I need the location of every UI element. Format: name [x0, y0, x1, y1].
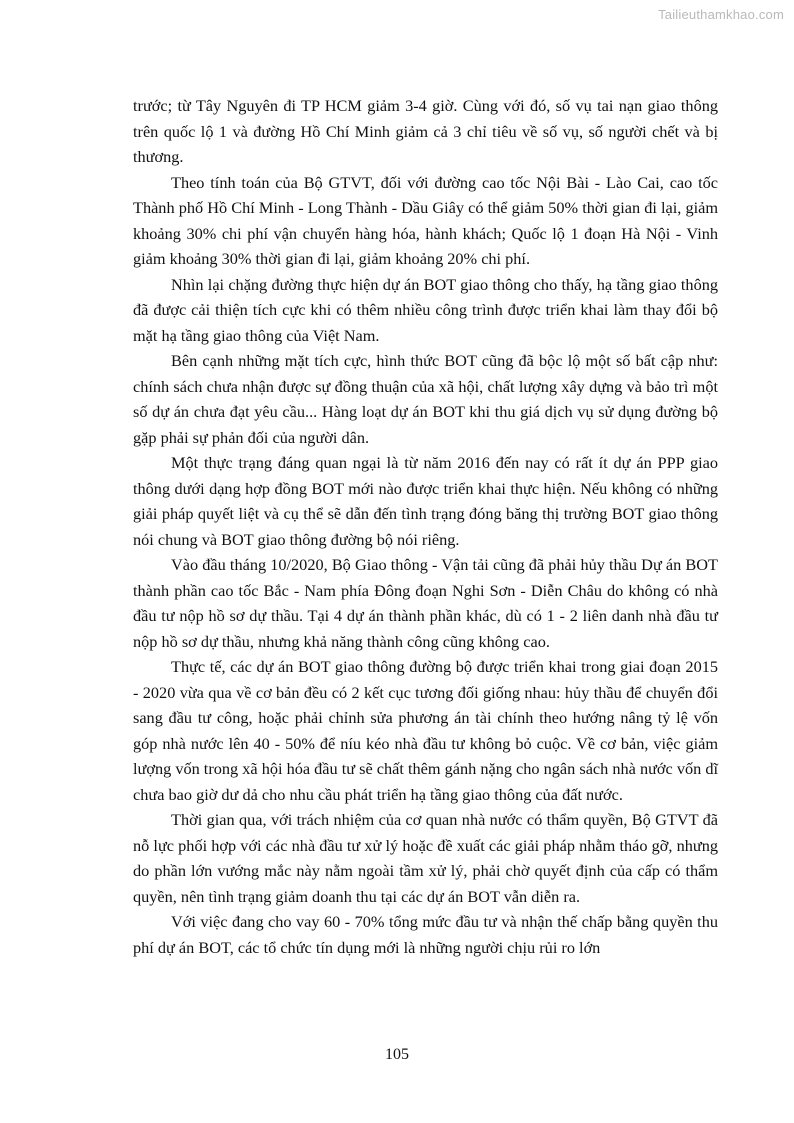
- paragraph-6: Vào đầu tháng 10/2020, Bộ Giao thông - Vận tải cũng đã phải hủy thầu Dự án BOT thành phần cao tốc Bắc - Nam phía Đông đoạn Nghi Sơn - Diễn Châu do không có nhà đầu tư nộp hồ sơ dự thầu. Tại 4 dự án thành phần khác, dù có 1 - 2 liên danh nhà đầu tư nộp hồ sơ dự thầu, nhưng khả năng thành công cũng không cao.: [133, 555, 718, 651]
- paragraph-9: Với việc đang cho vay 60 - 70% tổng mức đầu tư và nhận thế chấp bằng quyền thu phí dự án BOT, các tổ chức tín dụng mới là những người chịu rủi ro lớn: [133, 912, 718, 957]
- paragraph-5: Một thực trạng đáng quan ngại là từ năm 2016 đến nay có rất ít dự án PPP giao thông dưới dạng hợp đồng BOT mới nào được triển khai thực hiện. Nếu không có những giải pháp quyết liệt và cụ thể sẽ dẫn đến tình trạng đóng băng thị trường BOT giao thông nói chung và BOT giao thông đường bộ nói riêng.: [133, 453, 718, 549]
- paragraph-4: Bên cạnh những mặt tích cực, hình thức BOT cũng đã bộc lộ một số bất cập như: chính sách chưa nhận được sự đồng thuận của xã hội, chất lượng xây dựng và bảo trì một số dự án chưa đạt yêu cầu... Hàng loạt dự án BOT khi thu giá dịch vụ sử dụng đường bộ gặp phải sự phản đối của người dân.: [133, 351, 718, 447]
- paragraph-2: Theo tính toán của Bộ GTVT, đối với đường cao tốc Nội Bài - Lào Cai, cao tốc Thành phố Hồ Chí Minh - Long Thành - Dầu Giây có thể giảm 50% thời gian đi lại, giảm khoảng 30% chi phí vận chuyển hàng hóa, hành khách; Quốc lộ 1 đoạn Hà Nội - Vinh giảm khoảng 30% thời gian đi lại, giảm khoảng 20% chi phí.: [133, 172, 718, 268]
- paragraph-8: Thời gian qua, với trách nhiệm của cơ quan nhà nước có thẩm quyền, Bộ GTVT đã nỗ lực phối hợp với các nhà đầu tư xử lý hoặc đề xuất các giải pháp nhằm tháo gỡ, nhưng do phần lớn vướng mắc này nằm ngoài tầm xử lý, phải chờ quyết định của cấp có thẩm quyền, nên tình trạng giảm doanh thu tại các dự án BOT vẫn diễn ra.: [133, 810, 718, 906]
- page-number: 105: [385, 1046, 409, 1063]
- watermark-text: Tailieuthamkhao.com: [658, 7, 784, 22]
- paragraph-7: Thực tế, các dự án BOT giao thông đường bộ được triển khai trong giai đoạn 2015 - 2020 vừa qua về cơ bản đều có 2 kết cục tương đối giống nhau: hủy thầu để chuyển đổi sang đầu tư công, hoặc phải chỉnh sửa phương án tài chính theo hướng nâng tỷ lệ vốn góp nhà nước lên 40 - 50% để níu kéo nhà đầu tư không bỏ cuộc. Về cơ bản, việc giảm lượng vốn trong xã hội hóa đầu tư sẽ chất thêm gánh nặng cho ngân sách nhà nước vốn dĩ chưa bao giờ dư dả cho nhu cầu phát triển hạ tầng giao thông của đất nước.: [133, 657, 718, 804]
- paragraph-3: Nhìn lại chặng đường thực hiện dự án BOT giao thông cho thấy, hạ tầng giao thông đã được cải thiện tích cực khi có thêm nhiều công trình được triển khai làm thay đổi bộ mặt hạ tầng giao thông của Việt Nam.: [133, 274, 718, 345]
- paragraph-1: trước; từ Tây Nguyên đi TP HCM giảm 3-4 giờ. Cùng với đó, số vụ tai nạn giao thông trên quốc lộ 1 và đường Hồ Chí Minh giảm cả 3 chỉ tiêu về số vụ, số người chết và bị thương.: [133, 96, 718, 166]
- document-body: [133, 93, 718, 960]
